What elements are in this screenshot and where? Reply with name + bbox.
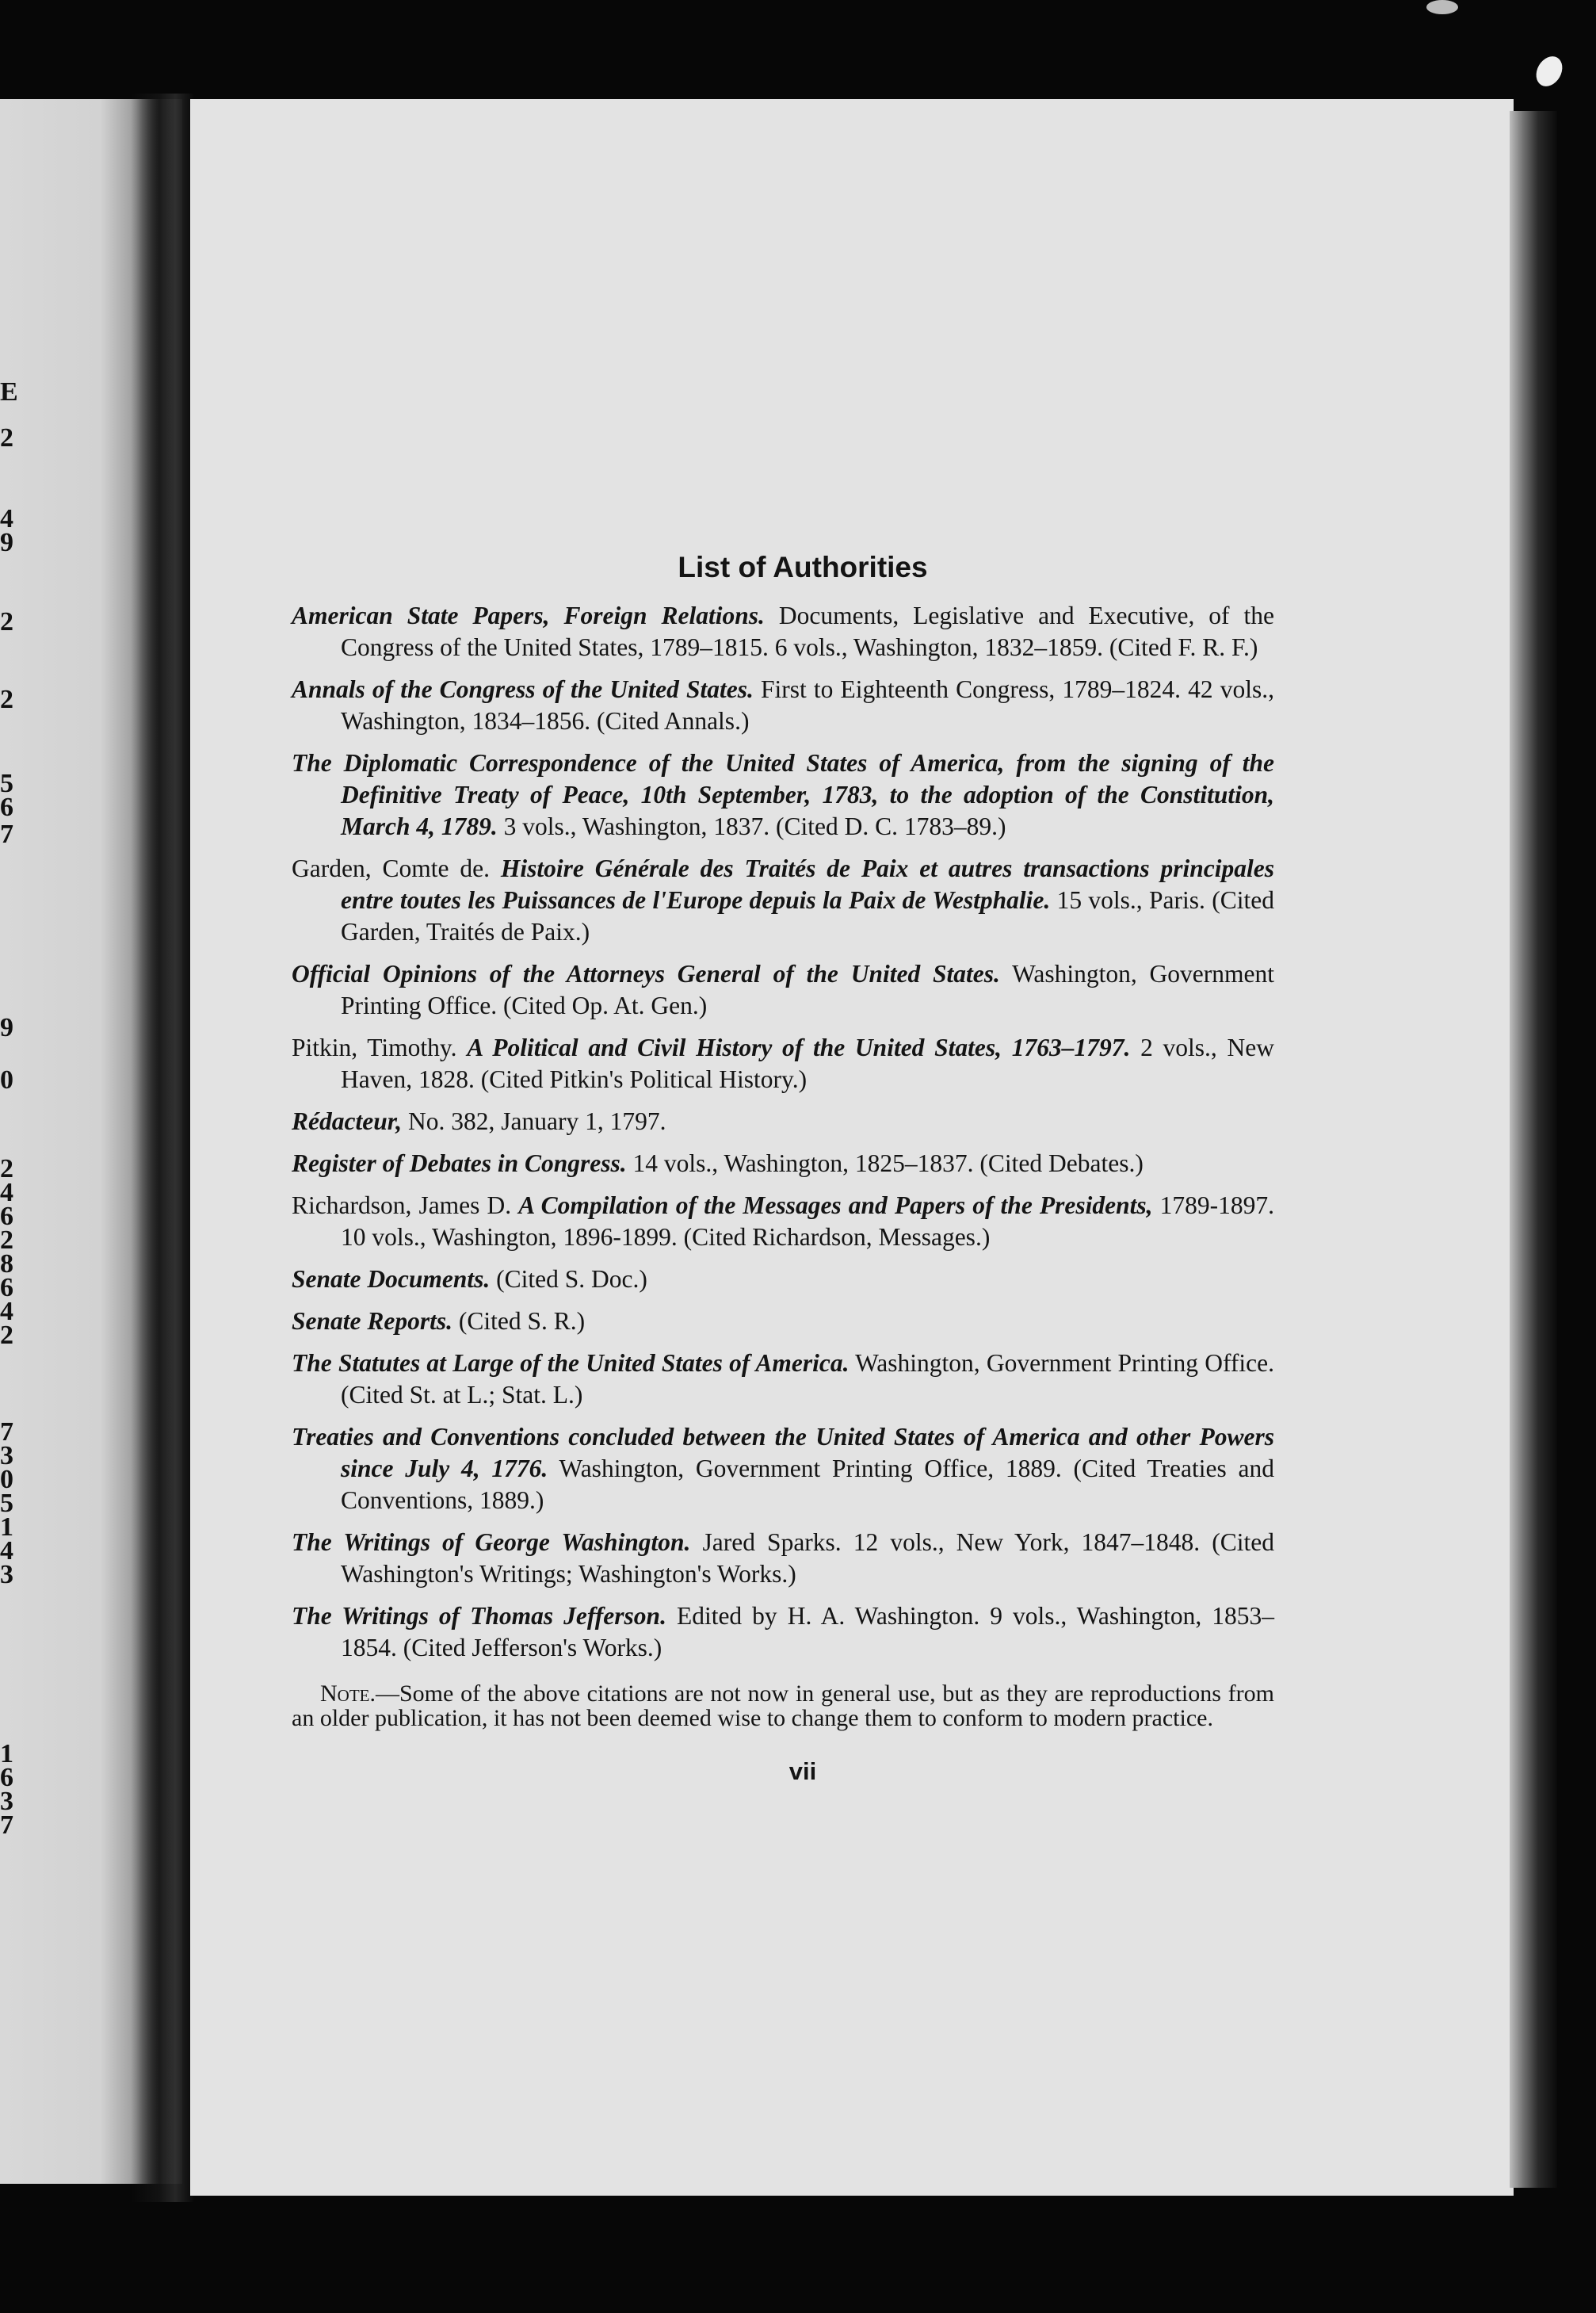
authority-entry [292,1421,1274,1516]
left-margin-char: 7 [0,1417,13,1447]
left-margin-char: 2 [0,607,13,637]
entry-details: 15 vols., Paris. (Cited Garden, Traités de Paix.) [341,886,1274,946]
entry-title: Register of Debates in Congress. [292,1149,627,1177]
entry-author: Pitkin, Timothy. [292,1034,468,1061]
note-text: —Some of the above citations are not now in general use, but as they are reproductions from an older publication, it has not been deemed wise to change them to conform to modern practice. [292,1680,1274,1731]
authorities-list [292,600,1274,1664]
authority-entry [292,1148,1274,1179]
left-margin-char: E [0,377,18,407]
page-gutter-shadow [131,94,194,2202]
left-margin-char: 8 [0,1249,13,1279]
left-margin-char: 7 [0,820,13,849]
left-margin-char: 2 [0,423,13,453]
entry-details: Washington, Government Printing Office. (Cited St. at L.; Stat. L.) [341,1349,1274,1409]
authority-entry [292,600,1274,663]
entry-title: Annals of the Congress of the United States. [292,675,754,703]
note-label: Note. [320,1680,376,1707]
authority-entry [292,1306,1274,1337]
entry-author: Richardson, James D. [292,1191,519,1219]
left-margin-char: 5 [0,1489,13,1518]
film-speck [1426,0,1458,14]
left-margin-char: 7 [0,1810,13,1840]
left-margin-char: 1 [0,1739,13,1768]
left-margin-char: 3 [0,1560,13,1589]
page-content [292,551,1274,1786]
left-margin-char: 4 [0,1297,13,1326]
left-margin-char: 2 [0,1225,13,1255]
authority-entry [292,1264,1274,1295]
left-margin-char: 4 [0,504,13,533]
entry-title: Histoire Générale des Traités de Paix et autres transactions principales entre toutes les Puissances de l'Europe depuis la Paix de Westphalie. [341,854,1274,914]
entry-title: Senate Reports. [292,1307,453,1335]
page-title: List of Authorities [678,551,928,583]
left-margin-char: 2 [0,1154,13,1183]
entry-details: Washington, Government Printing Office, 1889. (Cited Treaties and Conventions, 1889.) [341,1455,1274,1514]
left-margin-char: 6 [0,1273,13,1302]
entry-details: 1789-1897. 10 vols., Washington, 1896-1899. (Cited Richardson, Messages.) [341,1191,1274,1251]
entry-title: The Writings of George Washington. [292,1528,691,1556]
entry-details: 2 vols., New Haven, 1828. (Cited Pitkin's Political History.) [341,1034,1274,1093]
film-speck [1531,52,1567,91]
entry-details: Jared Sparks. 12 vols., New York, 1847–1848. (Cited Washington's Writings; Washington's Works.) [341,1528,1274,1588]
left-margin-char: 2 [0,1321,13,1350]
authority-entry [292,1527,1274,1590]
entry-details: Washington, Government Printing Office. (Cited Op. At. Gen.) [341,960,1274,1019]
left-margin-char: 6 [0,1763,13,1792]
left-margin-char: 3 [0,1441,13,1470]
right-page-edge [1510,111,1557,2188]
left-margin-char: 6 [0,793,13,822]
entry-details: No. 382, January 1, 1797. [402,1107,666,1135]
left-margin-char: 4 [0,1178,13,1207]
entry-title: The Writings of Thomas Jefferson. [292,1602,666,1630]
entry-title: American State Papers, Foreign Relations. [292,602,765,629]
left-margin-char: 2 [0,685,13,714]
authority-entry [292,958,1274,1022]
left-margin-char: 3 [0,1787,13,1816]
entry-title: A Political and Civil History of the United States, 1763–1797. [467,1034,1131,1061]
entry-title: The Statutes at Large of the United States of America. [292,1349,850,1377]
authority-entry [292,1032,1274,1095]
entry-title: Senate Documents. [292,1265,491,1293]
entry-details: 3 vols., Washington, 1837. (Cited D. C. 1783–89.) [497,812,1006,840]
left-margin-char: 5 [0,769,13,798]
entry-details: (Cited S. Doc.) [490,1265,647,1293]
left-margin-char: 1 [0,1512,13,1542]
authority-entry [292,674,1274,737]
entry-title: The Diplomatic Correspondence of the United States of America, from the signing of the Definitive Treaty of Peace, 10th September, 1783, to the adoption of the Constitution, March 4, 1789. [292,749,1274,840]
authority-entry [292,747,1274,843]
authority-entry [292,1600,1274,1664]
authority-entry [292,1190,1274,1253]
left-margin-char: 0 [0,1465,13,1494]
entry-title: Treaties and Conventions concluded between the United States of America and other Powers since July 4, 1776. [292,1423,1274,1482]
authority-entry [292,1106,1274,1137]
entry-title: Rédacteur, [292,1107,403,1135]
authority-entry [292,1348,1274,1411]
entry-title: Official Opinions of the Attorneys General of the United States. [292,960,1000,988]
left-margin-char: 0 [0,1065,13,1095]
entry-details: Edited by H. A. Washington. 9 vols., Washington, 1853–1854. (Cited Jefferson's Works.) [341,1602,1274,1661]
entry-details: 14 vols., Washington, 1825–1837. (Cited Debates.) [626,1149,1144,1177]
entry-details: Documents, Legislative and Executive, of the Congress of the United States, 1789–1815. 6 vols., Washington, 1832–1859. (Cited F. R. F.) [341,602,1274,661]
page-number: vii [788,1757,817,1785]
left-margin-char: 9 [0,1013,13,1042]
entry-details: (Cited S. R.) [452,1307,586,1335]
left-margin-char: 6 [0,1202,13,1231]
entry-details: First to Eighteenth Congress, 1789–1824. 42 vols., Washington, 1834–1856. (Cited Annals.) [341,675,1274,735]
entry-title: A Compilation of the Messages and Papers of the Presidents, [518,1191,1153,1219]
note-paragraph [292,1681,1274,1730]
authority-entry [292,853,1274,948]
left-margin-char: 4 [0,1536,13,1566]
entry-author: Garden, Comte de. [292,854,501,882]
left-margin-char: 9 [0,528,13,557]
